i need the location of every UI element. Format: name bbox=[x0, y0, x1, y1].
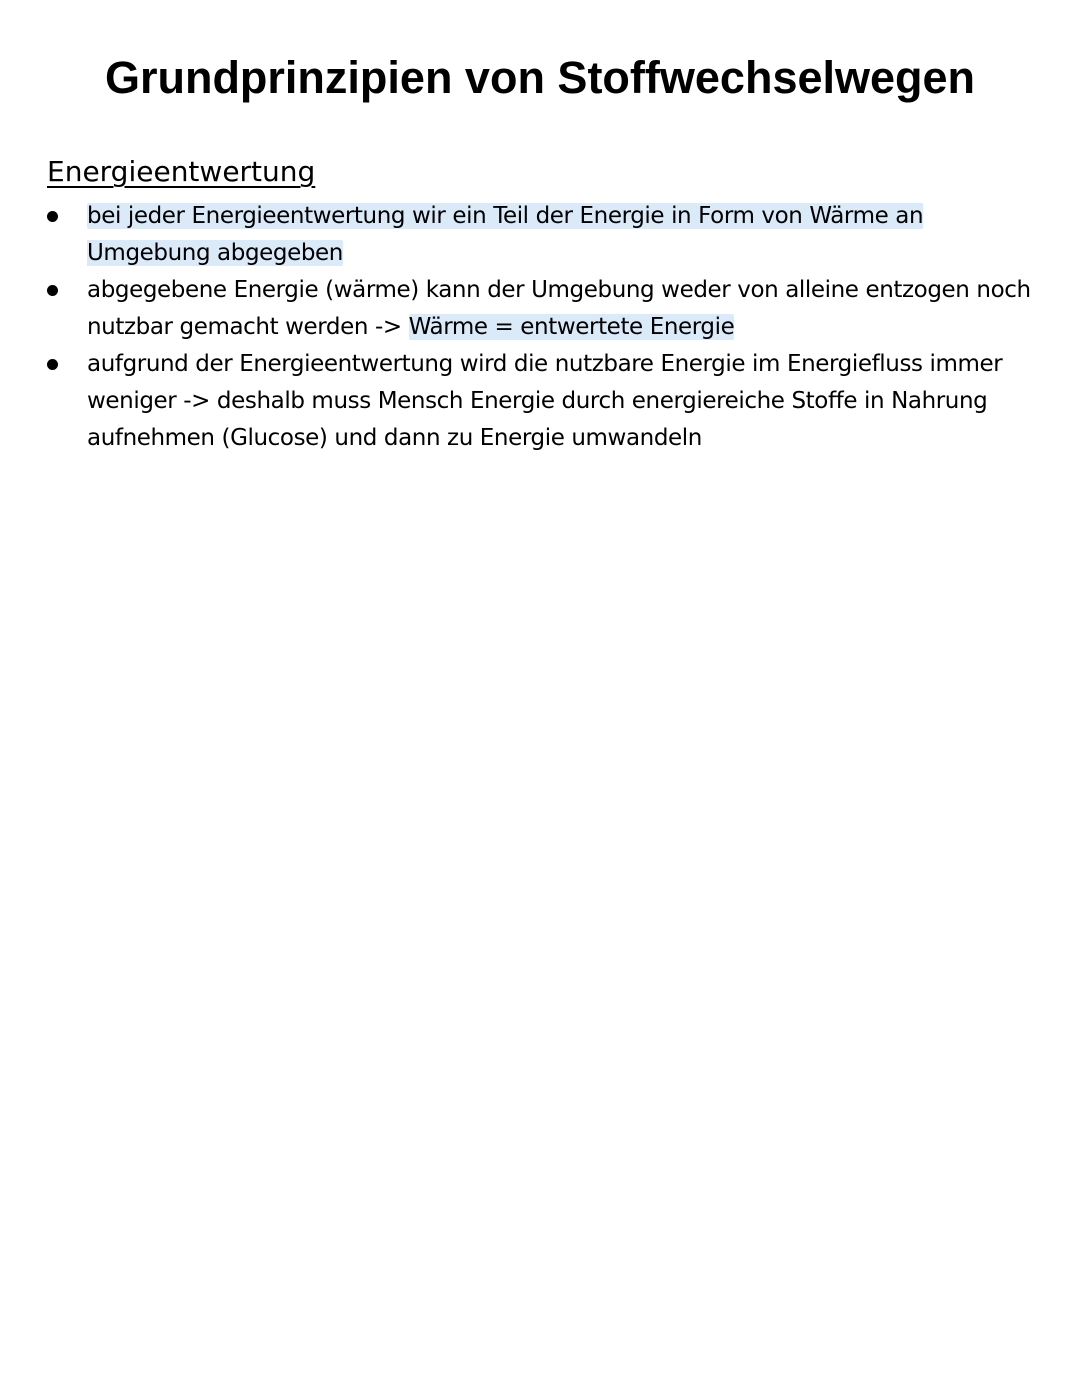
bullet-item-2 bbox=[47, 272, 1037, 346]
bullet-item-3 bbox=[47, 346, 1037, 457]
page-title: Grundprinzipien von Stoffwechselwegen bbox=[104, 52, 976, 103]
section-energieentwertung bbox=[47, 152, 1037, 457]
bullet-dot-icon bbox=[47, 359, 58, 370]
bullet-item-1 bbox=[47, 198, 1037, 272]
highlighted-text: bei jeder Energieentwertung wir ein Teil der Energie in Form von Wärme an Umgebung abgegeben bbox=[87, 203, 924, 266]
highlighted-text: Wärme = entwertete Energie bbox=[408, 314, 735, 340]
bullet-text: aufgrund der Energieentwertung wird die nutzbare Energie im Energiefluss immer weniger -> deshalb muss Mensch Energie durch energiereiche Stoffe in Nahrung aufnehmen (Glucose) und dann zu Energie umwandeln bbox=[87, 351, 1003, 451]
bullet-dot-icon bbox=[47, 211, 58, 222]
section-heading: Energieentwertung bbox=[47, 155, 316, 188]
bullet-dot-icon bbox=[47, 285, 58, 296]
bullet-list bbox=[47, 198, 1037, 457]
bullet-text: abgegebene Energie (wärme) kann der Umgebung weder von alleine entzogen noch nutzbar gemacht werden -> bbox=[87, 277, 1031, 340]
